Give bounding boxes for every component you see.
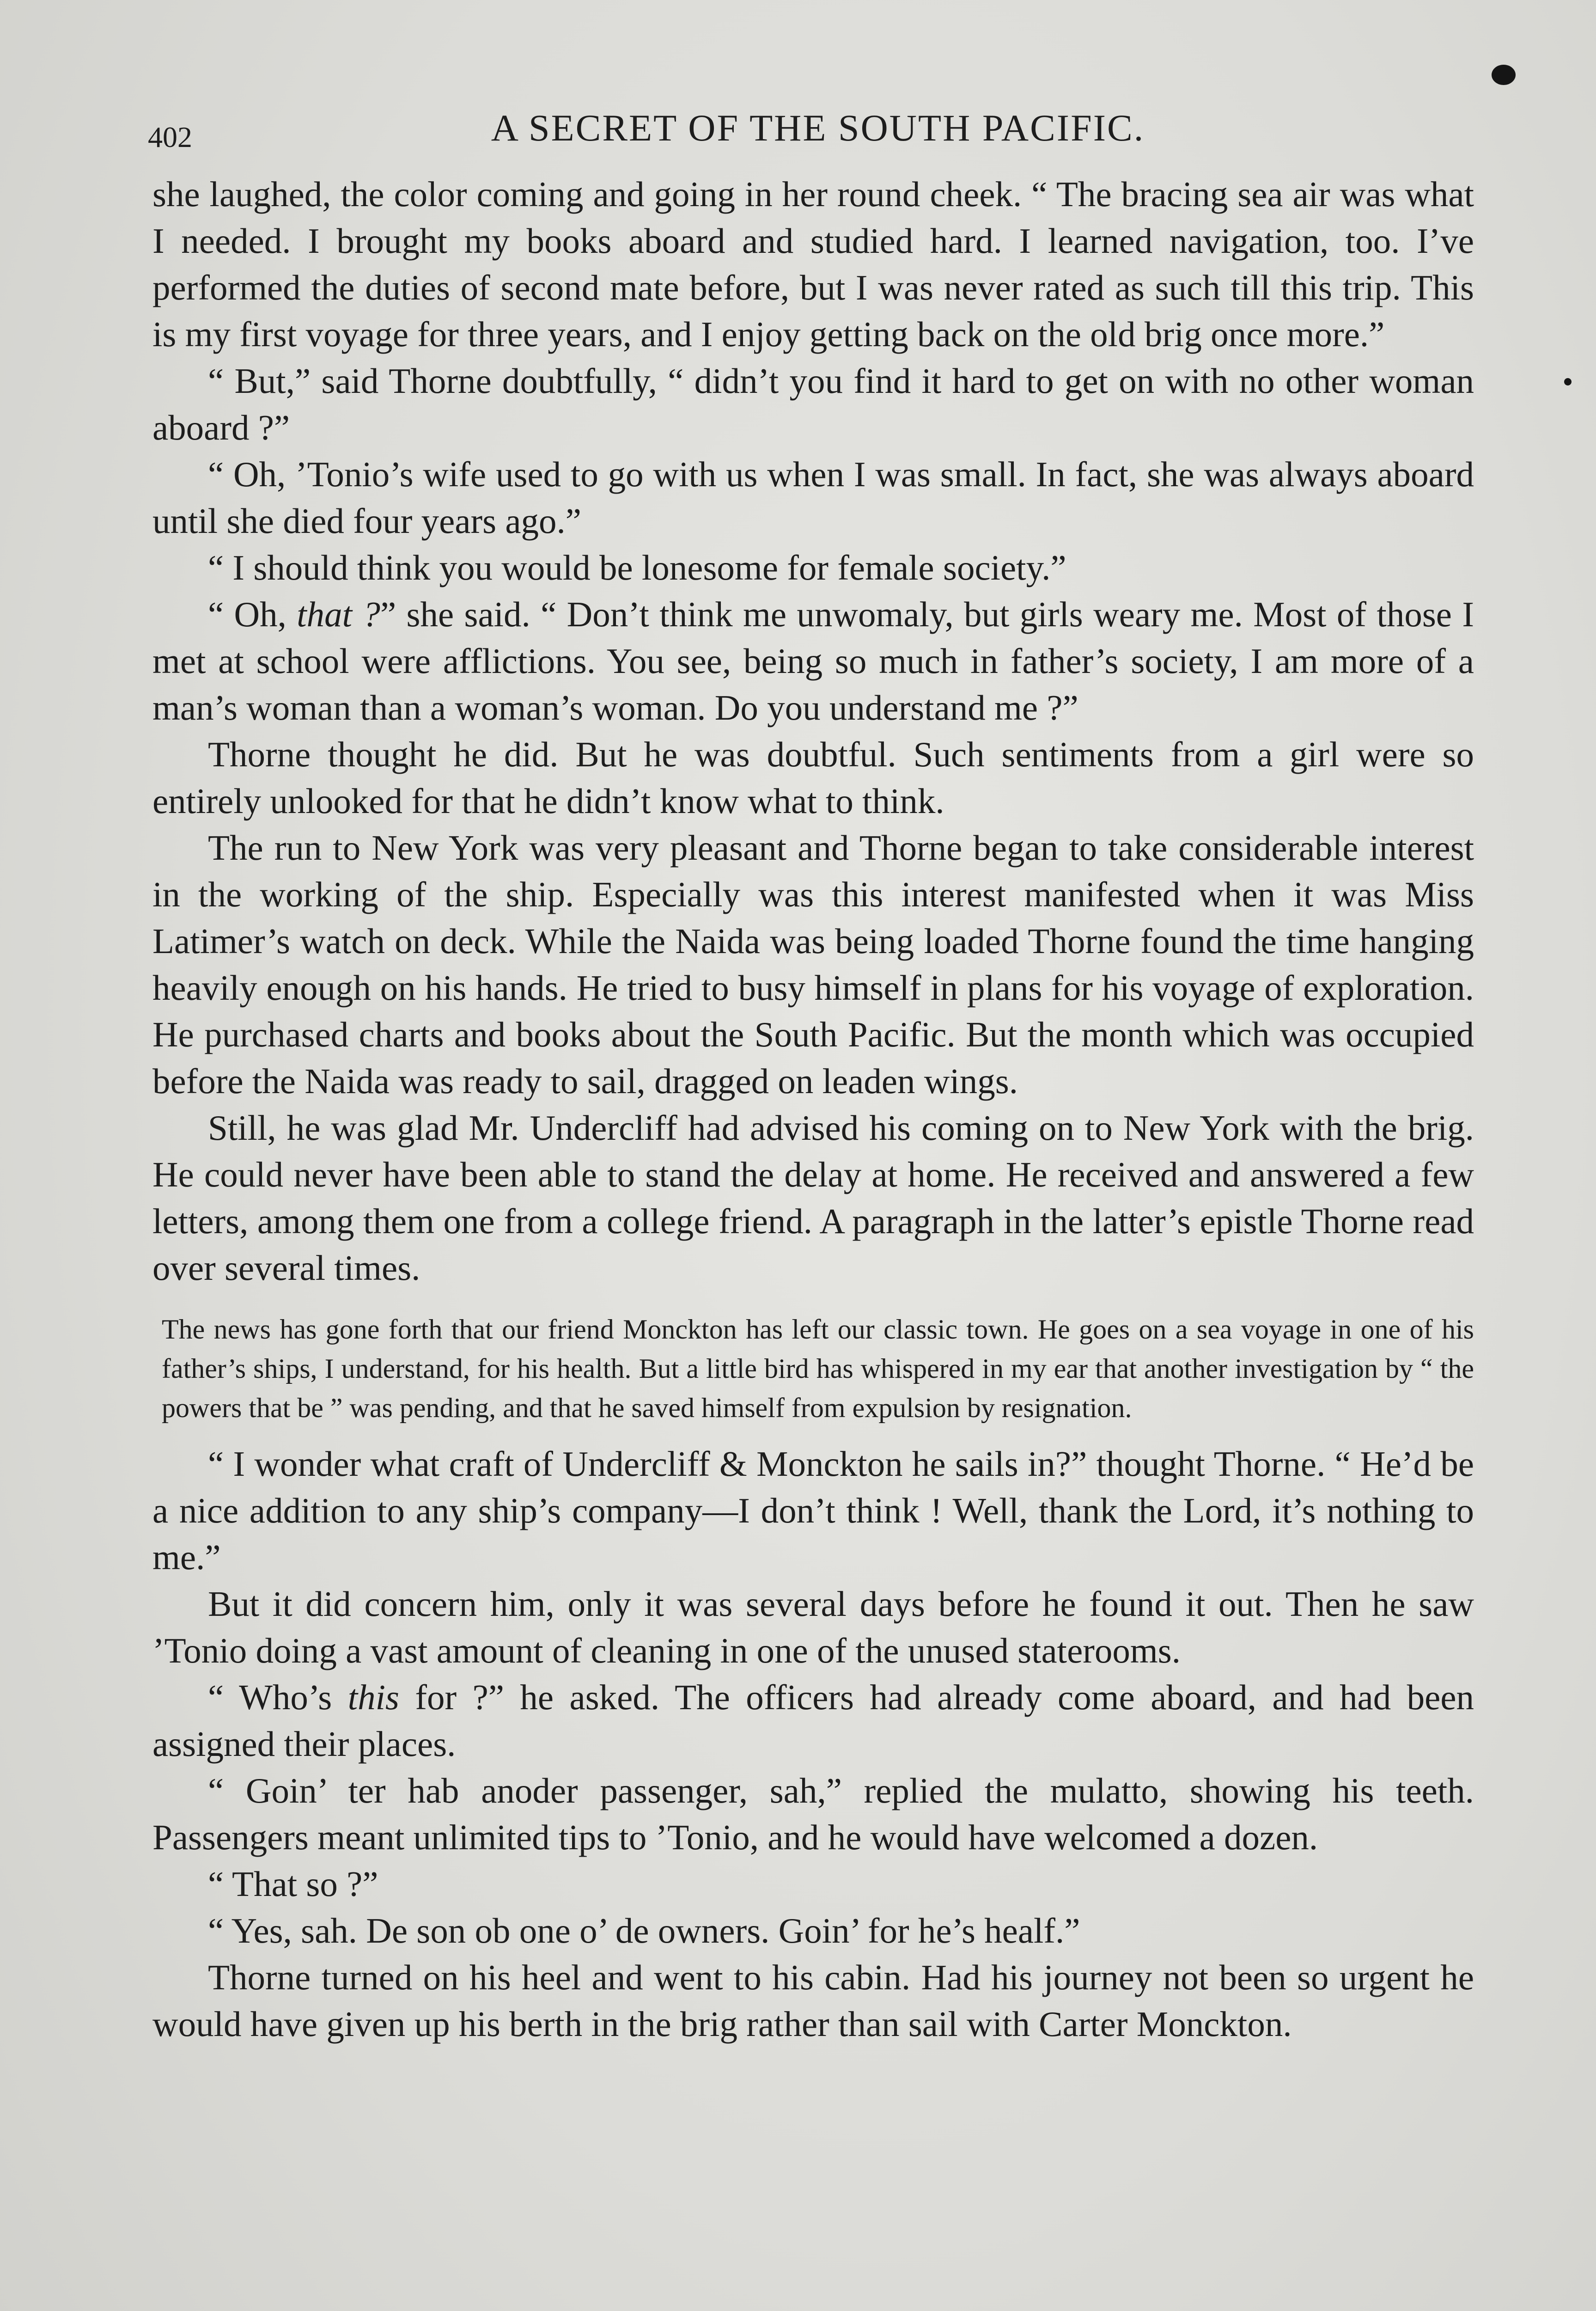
paragraph (152, 1674, 1474, 1767)
paragraph: “ Goin’ ter hab anoder passenger, sah,” replied the mulatto, showing his teeth. Passengers meant unlimited tips to ’Tonio, and he would have welcomed a dozen. (152, 1771, 1474, 1857)
paragraph: The run to New York was very pleasant and Thorne began to take considerable interest in the working of the ship. Especially was this interest manifested when it was Miss Latimer’s watch on deck. While the Naida was being loaded Thorne found the time hanging heavily enough on his hands. He tried to busy himself in plans for his voyage of exploration. He purchased charts and books about the South Pacific. But the month which was occupied before the Naida was ready to sail, dragged on leaden wings. (152, 828, 1474, 1101)
ink-spot (1492, 65, 1516, 85)
running-title: A SECRET OF THE SOUTH PACIFIC. (491, 107, 1145, 149)
text-run: “ Who’s (208, 1677, 348, 1717)
paragraph (152, 591, 1474, 731)
page-header (148, 106, 1488, 157)
paragraph: “ Oh, ’Tonio’s wife used to go with us when I was small. In fact, she was always aboard until she died four years ago.” (152, 454, 1474, 541)
text-run: “ Oh, (208, 594, 297, 634)
page-number: 402 (148, 121, 192, 153)
text-run: ” she said. “ Don’t think me unwomaly, but girls weary me. Most of those I met at school were afflictions. You see, being so much in father’s society, I am more of a man’s woman than a woman’s woman. Do you understand me ?” (152, 594, 1474, 728)
italic-text: that ? (297, 594, 380, 634)
paragraph: “ I wonder what craft of Undercliff & Monckton he sails in?” thought Thorne. “ He’d be a nice addition to any ship’s company—I don’t think ! Well, thank the Lord, it’s nothing to me.” (152, 1444, 1474, 1577)
paragraph: “ But,” said Thorne doubtfully, “ didn’t you find it hard to get on with no other woman aboard ?” (152, 361, 1474, 447)
paragraph: “ That so ?” (208, 1864, 378, 1904)
paragraph: she laughed, the color coming and going in her round cheek. “ The bracing sea air was what I needed. I brought my books aboard and studied hard. I learned navigation, too. I’ve performed the duties of second mate before, but I was never rated as such till this trip. This is my first voyage for three years, and I enjoy getting back on the old brig once more.” (152, 174, 1474, 354)
italic-text: this (347, 1677, 399, 1717)
text-run: for ?” he asked. The officers had already come aboard, and had been assigned their places. (152, 1677, 1474, 1764)
paragraph: “ Yes, sah. De son ob one o’ de owners. Goin’ for he’s healf.” (208, 1911, 1080, 1950)
paragraph: Thorne thought he did. But he was doubtful. Such sentiments from a girl were so entirely unlooked for that he didn’t know what to think. (152, 734, 1474, 821)
paragraph: “ I should think you would be lonesome for female society.” (208, 548, 1066, 587)
ink-spot (1564, 378, 1572, 385)
letter-quote: The news has gone forth that our friend Monckton has left our classic town. He goes on a sea voyage in one of his father’s ships, I understand, for his health. But a little bird has whispered in my ear that another investigation by “ the powers that be ” was pending, and that he saved himself from expulsion by resignation. (162, 1314, 1474, 1423)
body-text (152, 171, 1474, 2048)
paragraph: Still, he was glad Mr. Undercliff had advised his coming on to New York with the brig. He could never have been able to stand the delay at home. He received and answered a few letters, among them one from a college friend. A paragraph in the latter’s epistle Thorne read over several times. (152, 1108, 1474, 1288)
paragraph: But it did concern him, only it was several days before he found it out. Then he saw ’Tonio doing a vast amount of cleaning in one of the unused staterooms. (152, 1584, 1474, 1670)
paragraph: Thorne turned on his heel and went to his cabin. Had his journey not been so urgent he would have given up his berth in the brig rather than sail with Carter Monckton. (152, 1957, 1474, 2044)
